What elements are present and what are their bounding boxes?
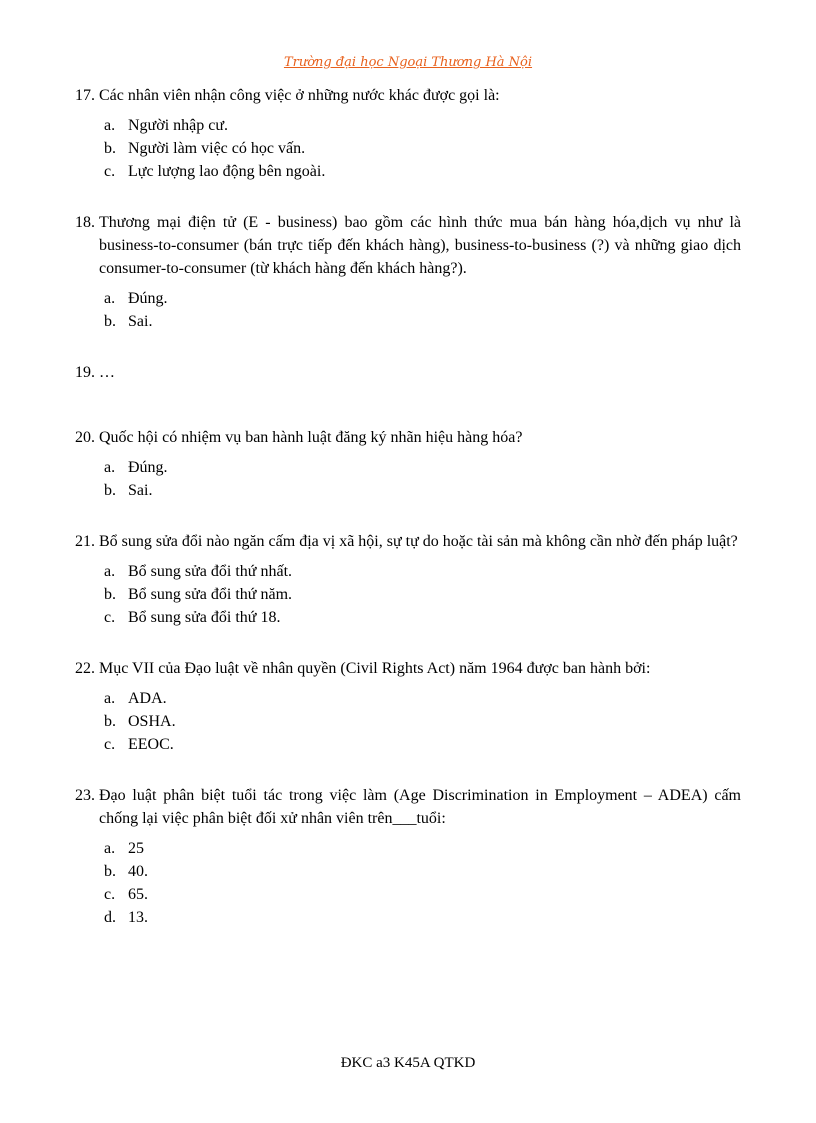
option-c (104, 733, 741, 756)
option-letter: a. (104, 563, 116, 580)
question-21 (75, 530, 741, 629)
option-text: Người làm việc có học vấn. (128, 140, 306, 157)
option-text: EEOC. (128, 736, 174, 753)
option-letter: b. (104, 586, 116, 603)
question-number: 21. (75, 533, 95, 550)
question-prompt: Thương mại điện tử (E - business) bao gồm các hình thức mua bán hàng hóa,dịch vụ như là business-to-consumer (bán trực tiếp đến khách hàng), business-to-business (?) và những giao dịch consumer-to-consumer (từ khách hàng đến khách hàng?). (99, 214, 741, 277)
question-text (75, 211, 741, 280)
question-number: 20. (75, 429, 95, 446)
option-a (104, 114, 741, 137)
option-list (75, 114, 741, 183)
option-letter: a. (104, 459, 116, 476)
option-text: Bổ sung sửa đổi thứ 18. (128, 609, 281, 626)
option-text: 65. (128, 886, 148, 903)
option-letter: a. (104, 840, 116, 857)
option-letter: b. (104, 313, 116, 330)
question-17 (75, 84, 741, 183)
option-list (75, 837, 741, 929)
question-prompt: Mục VII của Đạo luật về nhân quyền (Civil Rights Act) năm 1964 được ban hành bởi: (99, 660, 651, 677)
question-text (75, 784, 741, 830)
question-text (75, 426, 741, 449)
option-letter: b. (104, 863, 116, 880)
option-letter: b. (104, 482, 116, 499)
option-letter: a. (104, 290, 116, 307)
option-text: ADA. (128, 690, 167, 707)
option-a (104, 687, 741, 710)
option-letter: b. (104, 140, 116, 157)
option-text: Người nhập cư. (128, 117, 229, 134)
question-prompt: … (99, 364, 115, 381)
question-number: 23. (75, 787, 95, 804)
option-text: Lực lượng lao động bên ngoài. (128, 163, 326, 180)
question-number: 18. (75, 214, 95, 231)
option-c (104, 606, 741, 629)
option-list (75, 456, 741, 502)
option-text: Bổ sung sửa đổi thứ nhất. (128, 563, 293, 580)
option-b (104, 860, 741, 883)
question-text (75, 530, 741, 553)
question-text (75, 84, 741, 107)
option-text: 25 (128, 840, 144, 857)
question-prompt: Quốc hội có nhiệm vụ ban hành luật đăng ký nhãn hiệu hàng hóa? (99, 429, 523, 446)
question-number: 17. (75, 87, 95, 104)
question-22 (75, 657, 741, 756)
option-d (104, 906, 741, 929)
option-letter: c. (104, 163, 116, 180)
page-header: Trường đại học Ngoại Thương Hà Nội (283, 55, 533, 70)
question-list (75, 84, 741, 957)
option-b (104, 710, 741, 733)
question-20 (75, 426, 741, 502)
page-footer: ĐKC a3 K45A QTKD (340, 1055, 476, 1071)
option-list (75, 287, 741, 333)
option-letter: c. (104, 609, 116, 626)
option-list (75, 560, 741, 629)
option-text: Đúng. (128, 290, 168, 307)
option-b (104, 583, 741, 606)
option-text: 13. (128, 909, 148, 926)
option-letter: c. (104, 886, 116, 903)
question-prompt: Các nhân viên nhận công việc ở những nước khác được gọi là: (99, 87, 500, 104)
option-text: Sai. (128, 482, 153, 499)
option-letter: a. (104, 690, 116, 707)
question-18 (75, 211, 741, 333)
option-a (104, 456, 741, 479)
option-a (104, 560, 741, 583)
question-text (75, 657, 741, 680)
option-letter: c. (104, 736, 116, 753)
option-letter: b. (104, 713, 116, 730)
option-a (104, 287, 741, 310)
option-b (104, 479, 741, 502)
option-text: Sai. (128, 313, 153, 330)
question-number: 22. (75, 660, 95, 677)
question-19 (75, 361, 741, 384)
option-text: 40. (128, 863, 148, 880)
option-text: OSHA. (128, 713, 176, 730)
option-letter: d. (104, 909, 116, 926)
option-b (104, 137, 741, 160)
option-letter: a. (104, 117, 116, 134)
question-prompt: Bổ sung sửa đổi nào ngăn cấm địa vị xã hội, sự tự do hoặc tài sản mà không cần nhờ đến pháp luật? (99, 533, 738, 550)
option-c (104, 883, 741, 906)
option-list (75, 687, 741, 756)
option-a (104, 837, 741, 860)
question-number: 19. (75, 364, 95, 381)
option-text: Đúng. (128, 459, 168, 476)
option-b (104, 310, 741, 333)
question-prompt: Đạo luật phân biệt tuổi tác trong việc làm (Age Discrimination in Employment – ADEA) cấm chống lại việc phân biệt đối xử nhân viên trên___tuổi: (99, 787, 741, 827)
option-text: Bổ sung sửa đổi thứ năm. (128, 586, 293, 603)
question-23 (75, 784, 741, 929)
option-c (104, 160, 741, 183)
